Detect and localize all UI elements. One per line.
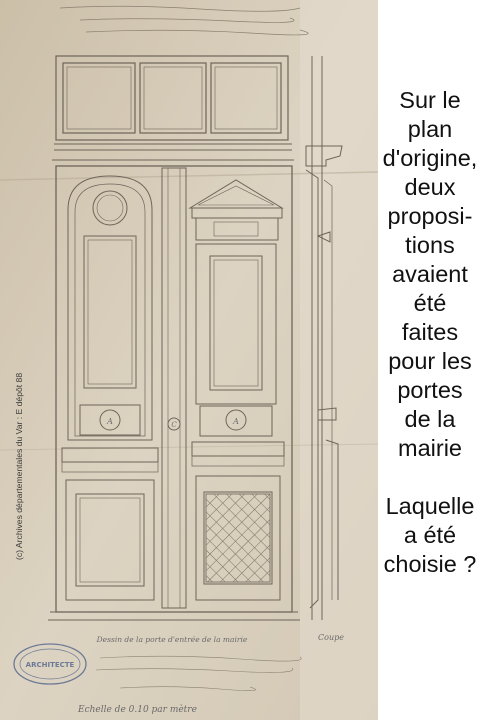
- caption-line: Sur le: [399, 87, 461, 113]
- caption-line: proposi-: [387, 203, 473, 229]
- caption-line: choisie ?: [383, 551, 477, 577]
- left-medallion-letter: A: [107, 417, 113, 426]
- right-medallion-letter: A: [233, 417, 239, 426]
- center-letter: C: [171, 421, 177, 429]
- caption-line: avaient: [392, 261, 468, 287]
- scale-note: Echelle de 0.10 par mètre: [78, 705, 197, 715]
- caption-line: Laquelle: [385, 493, 475, 519]
- paragraph-gap: [380, 463, 480, 492]
- door-title: Dessin de la porte d'entrée de la mairie: [96, 635, 248, 644]
- archive-credit: (c) Archives départementales du Var : E dépôt 88: [14, 372, 24, 560]
- caption-line: portes: [397, 377, 463, 403]
- section-label: Coupe: [318, 633, 344, 642]
- caption-line: été: [413, 290, 447, 316]
- stamp-title: ARCHITECTE: [25, 661, 75, 669]
- caption-line: d'origine,: [382, 145, 478, 171]
- caption-line: pour les: [388, 348, 472, 374]
- caption-line: tions: [405, 232, 455, 258]
- caption-line: faites: [401, 319, 459, 345]
- grille-panel: [206, 494, 270, 582]
- caption-line: mairie: [398, 435, 462, 461]
- caption-line: plan: [407, 116, 453, 142]
- caption-text: [380, 86, 480, 579]
- caption-line: de la: [404, 406, 456, 432]
- caption-line: a été: [403, 522, 457, 548]
- caption-line: deux: [404, 174, 456, 200]
